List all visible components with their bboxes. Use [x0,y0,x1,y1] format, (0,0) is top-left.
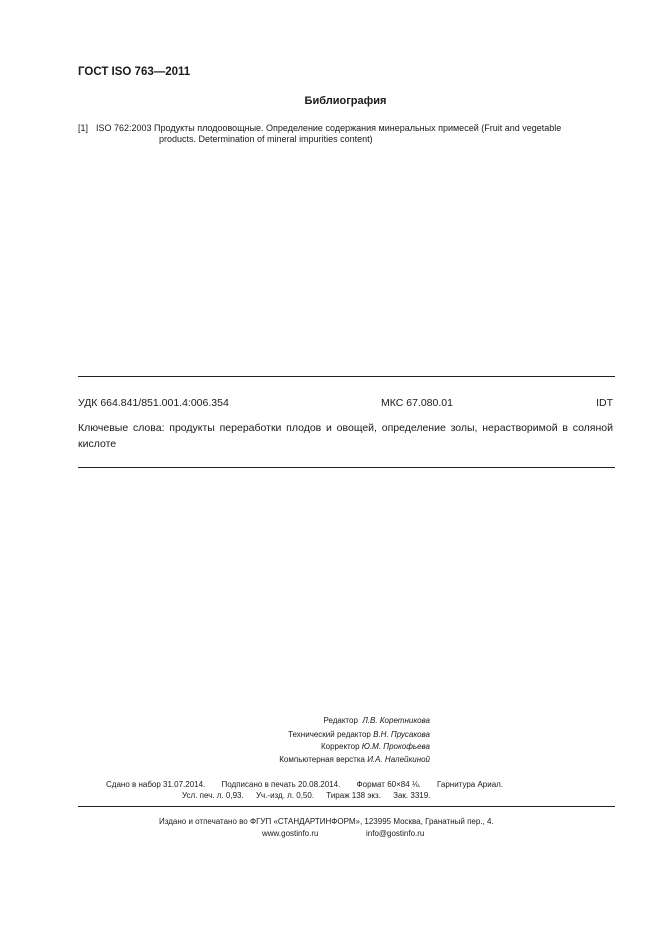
credit-layout [230,755,430,764]
credit-role: Технический редактор [288,730,371,739]
printing-line1 [106,780,517,789]
publisher-email: info@gostinfo.ru [366,829,425,838]
print-run: Тираж 138 экз. [326,791,381,800]
credit-role: Компьютерная верстка [279,755,365,764]
reference-number: [1] [78,123,89,133]
document-header: ГОСТ ISO 763—2011 [78,66,191,78]
credit-tech-editor [230,730,430,739]
divider-footer [78,806,615,807]
credit-name: В.Н. Прусакова [373,730,430,739]
publisher-website: www.gostinfo.ru [262,829,319,838]
print-typeface: Гарнитура Ариал. [437,780,504,789]
print-sheets: Усл. печ. л. 0,93. [182,791,244,800]
publisher-line: Издано и отпечатано во ФГУП «СТАНДАРТИНФОРМ», 123995 Москва, Гранатный пер., 4. [159,817,494,826]
keywords: Ключевые слова: продукты переработки плодов и овощей, определение золы, нерастворимой в соляной кислоте [78,422,613,450]
print-sent: Сдано в набор 31.07.2014. [106,780,206,789]
divider-top [78,376,615,377]
print-format: Формат 60×84 ⅛. [356,780,421,789]
bibliography-title: Библиография [304,95,387,107]
idt-label: IDT [596,397,613,409]
udk-code: УДК 664.841/851.001.4:006.354 [78,397,229,409]
mks-code: МКС 67.080.01 [381,397,453,409]
print-signed: Подписано в печать 20.08.2014. [221,780,341,789]
print-edsheets: Уч.-изд. л. 0,50. [255,791,315,800]
credit-name: И.А. Налейкиной [367,755,430,764]
divider-bottom [78,467,615,468]
credit-name: Л.В. Коретникова [362,716,430,725]
printing-line2 [182,791,440,800]
credit-corrector [230,742,430,751]
credit-role: Корректор [321,742,360,751]
reference-text-line2: products. Determination of mineral impurities content) [159,134,373,144]
reference-text-line1: ISO 762:2003 Продукты плодоовощные. Определение содержания минеральных примесей (Fruit and vegetable [96,123,562,133]
credit-role: Редактор [323,716,358,725]
credit-name: Ю.М. Прокофьева [361,742,430,751]
credit-editor [230,716,430,725]
print-order: Зак. 3319. [393,791,431,800]
